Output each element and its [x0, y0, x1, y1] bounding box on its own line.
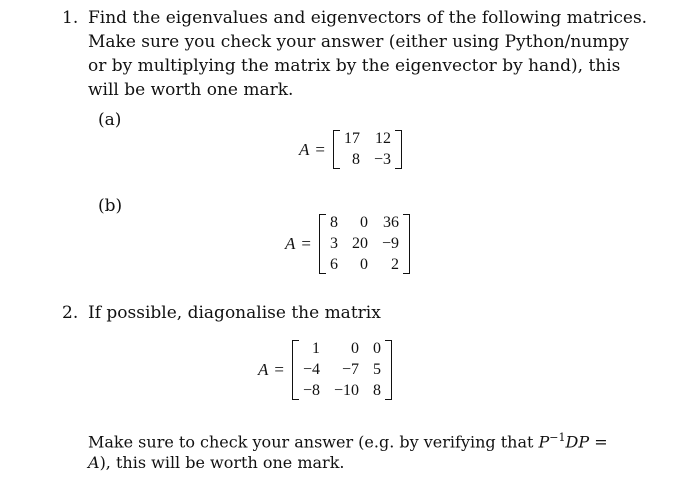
matrix-b-cell: 2 [391, 256, 400, 273]
matrix-q2-cell: −8 [302, 382, 321, 399]
part-b-label: (b) [98, 196, 123, 216]
matrix-q2-cell: 8 [373, 382, 382, 399]
matrix-b-right-bracket [403, 214, 410, 274]
matrix-b-equals: = [301, 234, 311, 253]
matrix-b-lhs: A [285, 234, 296, 253]
matrix-a-cell: 12 [375, 130, 392, 147]
q2-note-equals: = [589, 432, 608, 452]
matrix-q2-cell: 0 [373, 340, 382, 357]
q1-text-line-4: will be worth one mark. [88, 80, 294, 100]
matrix-b-cell: 0 [359, 214, 368, 231]
matrix-q2-equation [258, 340, 392, 400]
q2-note-superscript: −1 [549, 431, 566, 444]
part-a-label: (a) [98, 110, 122, 130]
matrix-q2-left-bracket [292, 340, 299, 400]
q2-note-p: P [538, 432, 550, 452]
matrix-q2-cell: −10 [334, 382, 360, 399]
matrix-q2-cell: −7 [342, 361, 360, 378]
matrix-q2-lhs: A [258, 360, 269, 379]
matrix-b-left-bracket [319, 214, 326, 274]
matrix-b-equation [285, 214, 410, 274]
q2-note-text: Make sure to check your answer (e.g. by verifying that [88, 432, 539, 452]
matrix-b-cell: 0 [359, 256, 368, 273]
q1-text-line-1: Find the eigenvalues and eigenvectors of the following matrices. [88, 8, 648, 28]
q2-number: 2. [62, 303, 79, 323]
matrix-a-lhs: A [299, 139, 310, 159]
matrix-a-right-bracket [395, 130, 402, 169]
matrix-a [340, 130, 395, 169]
q2-note-line-2 [88, 455, 344, 471]
q2-note-line-1 [88, 432, 608, 450]
q2-note-rest: ), this will be worth one mark. [99, 453, 345, 472]
matrix-a-equals: = [315, 139, 325, 159]
q1-text-line-3: or by multiplying the matrix by the eigenvector by hand), this [88, 56, 621, 76]
matrix-a-cell: 17 [343, 130, 360, 147]
matrix-b-cell: −9 [381, 235, 400, 252]
q2-note-a: A [88, 453, 100, 472]
matrix-q2-cell: 1 [312, 340, 321, 357]
matrix-b-cell: 8 [329, 214, 338, 231]
matrix-a-equation [299, 130, 402, 169]
matrix-a-cell: 8 [351, 151, 360, 168]
matrix-q2-equals: = [274, 360, 284, 379]
matrix-a-left-bracket [333, 130, 340, 169]
q1-text-line-2: Make sure you check your answer (either using Python/numpy [88, 32, 629, 52]
matrix-b-cell: 20 [351, 235, 368, 252]
matrix-b-cell: 6 [329, 256, 338, 273]
q2-text: If possible, diagonalise the matrix [88, 303, 381, 323]
matrix-b [326, 214, 403, 274]
matrix-b-cell: 3 [329, 235, 338, 252]
matrix-q2-cell: −4 [302, 361, 321, 378]
matrix-b-cell: 36 [383, 214, 400, 231]
q1-number: 1. [62, 8, 79, 28]
matrix-q2-right-bracket [385, 340, 392, 400]
matrix-q2-cell: 5 [373, 361, 382, 378]
matrix-a-cell: −3 [373, 151, 392, 168]
matrix-q2-cell: 0 [351, 340, 360, 357]
q2-note-dp: DP [565, 432, 590, 452]
matrix-q2 [299, 340, 385, 400]
